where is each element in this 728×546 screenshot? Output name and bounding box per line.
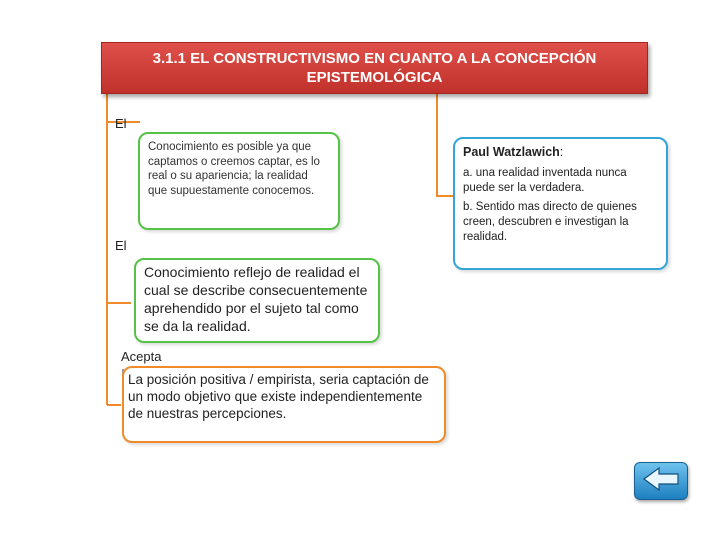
page-title: 3.1.1 EL CONSTRUCTIVISMO EN CUANTO A LA CONCEPCIÓN EPISTEMOLÓGICA (152, 50, 597, 86)
label-el-top: El (115, 116, 127, 131)
back-arrow-icon (641, 466, 681, 497)
watzlawick-heading (463, 145, 658, 160)
watzlawick-item-b: b. Sentido mas directo de quienes creen, descubren e investigan la realidad. (463, 201, 637, 243)
definition-box-1 (138, 132, 340, 230)
definition-text-1: Conocimiento es posible ya que captamos o creemos captar, es lo real o su apariencia; la realidad que supuestamente conocemos. (148, 141, 320, 197)
heading-colon: : (559, 145, 564, 159)
label-el-middle: El (115, 238, 127, 253)
watzlawick-name: Paul Watzlawich (463, 145, 560, 159)
definition-text-3: La posición positiva / empirista, seria captación de un modo objetivo que existe independientemente de nuestras percepciones. (128, 372, 429, 421)
watzlawick-item-a: a. una realidad inventada nunca puede ser la verdadera. (463, 167, 627, 194)
definition-text-2: Conocimiento reflejo de realidad el cual se describe consecuentemente aprehendido por el sujeto tal como se da la realidad. (144, 264, 368, 334)
back-button[interactable] (634, 462, 688, 500)
definition-box-2 (134, 258, 380, 343)
title-box (101, 42, 648, 94)
label-acepta: Acepta (121, 349, 162, 364)
watzlawick-box (453, 137, 668, 270)
definition-box-3 (122, 366, 446, 443)
